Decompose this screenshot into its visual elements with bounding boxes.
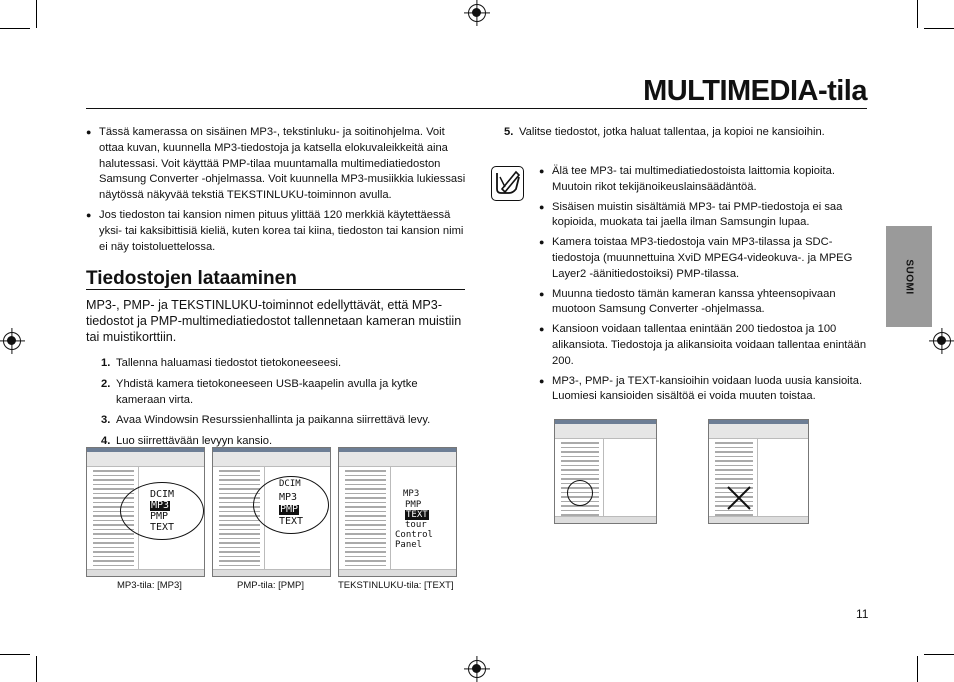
crop-mark	[0, 28, 30, 29]
folder-label: TEXT	[150, 522, 175, 533]
registration-mark-icon	[933, 332, 951, 350]
explorer-screenshot-copy	[554, 419, 657, 524]
section-rule	[86, 289, 465, 290]
page-title: MULTIMEDIA-tila	[643, 75, 867, 107]
bullet-item: ● Jos tiedoston tai kansion nimen pituus ylittää 120 merkkiä käytettäessä yksi- tai kaksibittisiä kieliä, kuten korea tai kiina, tiedoston tai kansion nimi ei näy toistoluettelossa.	[86, 208, 466, 255]
section-lead: MP3-, PMP- ja TEKSTINLUKU-toiminnot edellyttävät, että MP3-tiedostot ja PMP-multimediatiedostot tallennetaan kameran muistiin tai muistikorttiin.	[86, 298, 462, 344]
crop-mark	[36, 656, 37, 682]
explorer-screenshot-text	[338, 447, 457, 577]
section-title: Tiedostojen lataaminen	[86, 268, 297, 289]
step-number: 5.	[504, 126, 514, 138]
explorer-screenshot-invalid	[708, 419, 809, 524]
crop-mark	[924, 654, 954, 655]
step-item	[504, 125, 866, 141]
step-text: Luo siirrettävään levyyn kansio.	[116, 435, 273, 448]
intro-bullets	[86, 125, 466, 259]
highlight-circle	[567, 480, 593, 506]
step-item	[101, 377, 467, 409]
step-text: Yhdistä kamera tietokoneeseen USB-kaapelin avulla ja kytke kameraan virta.	[116, 377, 418, 406]
screenshot-caption: TEKSTINLUKU-tila: [TEXT]	[338, 580, 454, 591]
explorer-screenshot-pmp	[212, 447, 331, 577]
folder-label: PMP	[150, 511, 169, 522]
folder-label-selected: PMP	[280, 504, 299, 515]
language-tab-label: SUOMI	[903, 258, 915, 295]
folder-label: DCIM	[150, 489, 175, 500]
folder-label: TEXT	[279, 516, 304, 527]
language-tab	[886, 226, 932, 327]
crop-mark	[924, 28, 954, 29]
cross-mark-icon	[725, 484, 753, 512]
note-item: ● Kamera toistaa MP3-tiedostoja vain MP3-tilassa ja SDC-tiedostoja (muunnettuina XviD MPEG4-videokuva-. ja MPEG Layer2 -äänitiedostoiksi) PMP-tilassa.	[539, 235, 867, 282]
step-text: Avaa Windowsin Resurssienhallinta ja paikanna siirrettävä levy.	[116, 414, 431, 427]
page-number: 11	[856, 607, 869, 621]
steps-list	[101, 356, 467, 455]
registration-mark-icon	[468, 660, 486, 678]
note-item: ● Älä tee MP3- tai multimediatiedostoista laittomia kopioita. Muutoin rikot tekijänoikeuslainsäädäntöä.	[539, 164, 867, 196]
registration-mark-icon	[468, 4, 486, 22]
note-item: ● MP3-, PMP- ja TEXT-kansioihin voidaan luoda uusia kansioita. Luomiesi kansioiden sisältöä ei voida muuten toistaa.	[539, 374, 867, 406]
folder-label-selected: MP3	[151, 500, 170, 511]
folder-label: PMP	[405, 500, 422, 510]
crop-mark	[36, 0, 37, 28]
step-number: 3.	[101, 414, 111, 427]
note-item: ● Sisäisen muistin sisältämiä MP3- tai PMP-tiedostoja ei saa kopioida, muokata tai jaella ilman Samsungin lupaa.	[539, 200, 867, 232]
explorer-screenshot-mp3	[86, 447, 205, 577]
crop-mark	[917, 656, 918, 682]
step-item	[101, 413, 467, 429]
crop-mark	[917, 0, 918, 28]
step-5	[504, 125, 866, 146]
step-item	[101, 356, 467, 372]
note-item: ● Muunna tiedosto tämän kameran kanssa yhteensopivaan muotoon Samsung Converter -ohjelmassa.	[539, 287, 867, 319]
note-item: ● Kansioon voidaan tallentaa enintään 200 tiedostoa ja 100 alikansiota. Tiedostoja ja alikansioita voidaan tallentaa enintään 200.	[539, 322, 867, 369]
note-icon	[491, 166, 524, 201]
step-number: 1.	[101, 357, 111, 369]
step-text: Valitse tiedostot, jotka haluat tallentaa, ja kopioi ne kansioihin.	[519, 126, 825, 138]
registration-mark-icon	[3, 332, 21, 350]
folder-label: tour	[405, 520, 427, 530]
folder-label: MP3	[279, 492, 298, 503]
title-rule	[86, 108, 867, 109]
notes-list	[539, 164, 867, 409]
folder-label: DCIM	[279, 479, 301, 489]
folder-label-selected: TEXT	[406, 510, 428, 520]
bullet-item: ● Tässä kamerassa on sisäinen MP3-, tekstinluku- ja soitinohjelma. Voit ottaa kuvan, kuunnella MP3-tiedostoja ja katsella elokuvaleikkeitä aina halutessasi. Voit käyttää PMP-tilaa muuntamalla multimediatiedoston Samsung Converter -ohjelmassa. Voit kuunnella MP3-musiikkia lukiessasi näytössä näkyvää tekstiä TEKSTINLUKU-toiminnon avulla.	[86, 125, 466, 204]
folder-label: Control Panel	[395, 530, 456, 550]
folder-label: MP3	[403, 489, 420, 499]
step-number: 2.	[101, 377, 111, 390]
step-text: Tallenna haluamasi tiedostot tietokoneeseesi.	[116, 357, 342, 369]
crop-mark	[0, 654, 30, 655]
screenshot-caption: MP3-tila: [MP3]	[117, 580, 182, 591]
screenshot-caption: PMP-tila: [PMP]	[237, 580, 305, 591]
step-number: 4.	[101, 435, 111, 448]
